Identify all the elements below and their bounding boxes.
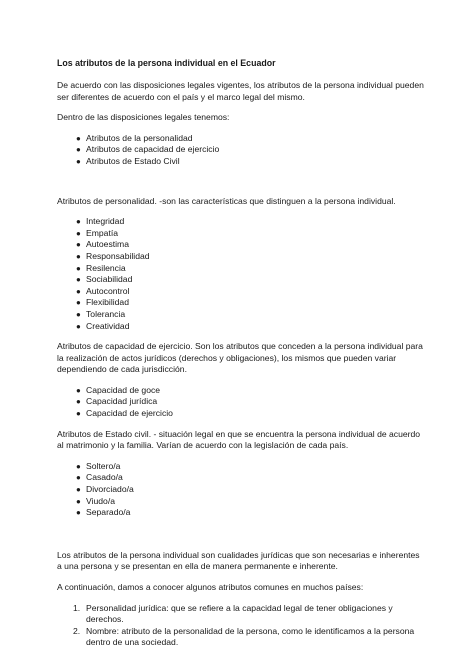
- bullet-icon: ●: [76, 385, 81, 395]
- civil-intro-paragraph: Atributos de Estado civil. - situación legal en que se encuentra la persona individual de acuerdo al matrimonio y la familia. Varían de acuerdo con la legislación de cada país.: [57, 428, 421, 451]
- closing-paragraph: Los atributos de la persona individual son cualidades jurídicas que son necesarias e inherentes a una persona y se presentan en ella de manera permanente e inherente.: [57, 549, 420, 572]
- bullet-icon: ●: [76, 461, 81, 471]
- bullet-icon: ●: [76, 217, 81, 227]
- bullet-icon: ●: [76, 508, 81, 518]
- list-item: ● Integridad: [76, 216, 125, 227]
- list-number: 1.: [73, 602, 81, 613]
- list-item: ● Capacidad jurídica: [76, 396, 158, 407]
- bullet-icon: ●: [76, 496, 81, 506]
- legal-attributes-list: [57, 133, 424, 168]
- bullet-icon: ●: [76, 321, 81, 331]
- list-item: ● Sociabilidad: [76, 274, 133, 285]
- list-item: ● Viudo/a: [76, 495, 115, 506]
- bullet-icon: ●: [76, 251, 81, 261]
- bullet-icon: ●: [76, 240, 81, 250]
- bullet-icon: ●: [76, 228, 81, 238]
- list-item: ● Separado/a: [76, 507, 131, 518]
- bullet-icon: ●: [76, 485, 81, 495]
- list-item: 1. Personalidad jurídica: que se refiere a la capacidad legal de tener obligaciones y derechos.: [73, 602, 393, 625]
- list-item: ● Soltero/a: [76, 460, 121, 471]
- bullet-icon: ●: [76, 298, 81, 308]
- list-item: 2. Nombre: atributo de la personalidad de la persona, como le identificamos a la persona dentro de una sociedad.: [73, 625, 415, 648]
- legal-intro-paragraph: Dentro de las disposiciones legales tenemos:: [57, 112, 230, 123]
- list-item: ● Autoestima: [76, 239, 129, 250]
- list-item: ● Creatividad: [76, 320, 130, 331]
- personality-intro-paragraph: Atributos de personalidad. -son las características que distinguen a la persona individual.: [57, 195, 396, 206]
- bullet-icon: ●: [76, 473, 81, 483]
- list-item: ● Atributos de capacidad de ejercicio: [76, 144, 220, 155]
- list-item: ● Tolerancia: [76, 308, 126, 319]
- bullet-icon: ●: [76, 286, 81, 296]
- document-title: Los atributos de la persona individual en el Ecuador: [57, 58, 276, 68]
- bullet-icon: ●: [76, 409, 81, 419]
- capacity-attributes-list: [57, 385, 424, 420]
- bullet-icon: ●: [76, 397, 81, 407]
- list-item: ● Atributos de la personalidad: [76, 132, 193, 143]
- bullet-icon: ●: [76, 263, 81, 273]
- list-item: ● Casado/a: [76, 472, 123, 483]
- list-number: 2.: [73, 625, 81, 636]
- bullet-icon: ●: [76, 275, 81, 285]
- list-item: ● Empatía: [76, 227, 119, 238]
- list-item: ● Flexibilidad: [76, 297, 129, 308]
- capacity-intro-paragraph: Atributos de capacidad de ejercicio. Son los atributos que conceden a la persona individual para la realización de actos jurídicos (derechos y obligaciones), los mismos que pueden variar dependiendo de cada jurisdicción.: [57, 341, 423, 375]
- intro-paragraph: De acuerdo con las disposiciones legales vigentes, los atributos de la persona individual pueden ser diferentes de acuerdo con el país y el marco legal del mismo.: [57, 80, 424, 102]
- spacer: [57, 528, 424, 550]
- common-attributes-list: [57, 603, 424, 649]
- bullet-icon: ●: [76, 156, 81, 166]
- list-item: ● Divorciado/a: [76, 484, 134, 495]
- common-intro-paragraph: A continuación, damos a conocer algunos atributos comunes en muchos países:: [57, 582, 364, 592]
- list-item: ● Atributos de Estado Civil: [76, 155, 180, 166]
- civil-status-list: [57, 461, 424, 519]
- list-item: ● Responsabilidad: [76, 250, 150, 261]
- spacer: [57, 177, 424, 196]
- bullet-icon: ●: [76, 145, 81, 155]
- list-item: ● Autocontrol: [76, 285, 130, 296]
- bullet-icon: ●: [76, 133, 81, 143]
- bullet-icon: ●: [76, 309, 81, 319]
- list-item: ● Capacidad de goce: [76, 384, 161, 395]
- list-item: ● Resilencia: [76, 262, 126, 273]
- list-item: ● Capacidad de ejercicio: [76, 408, 173, 419]
- personality-attributes-list: [57, 216, 424, 332]
